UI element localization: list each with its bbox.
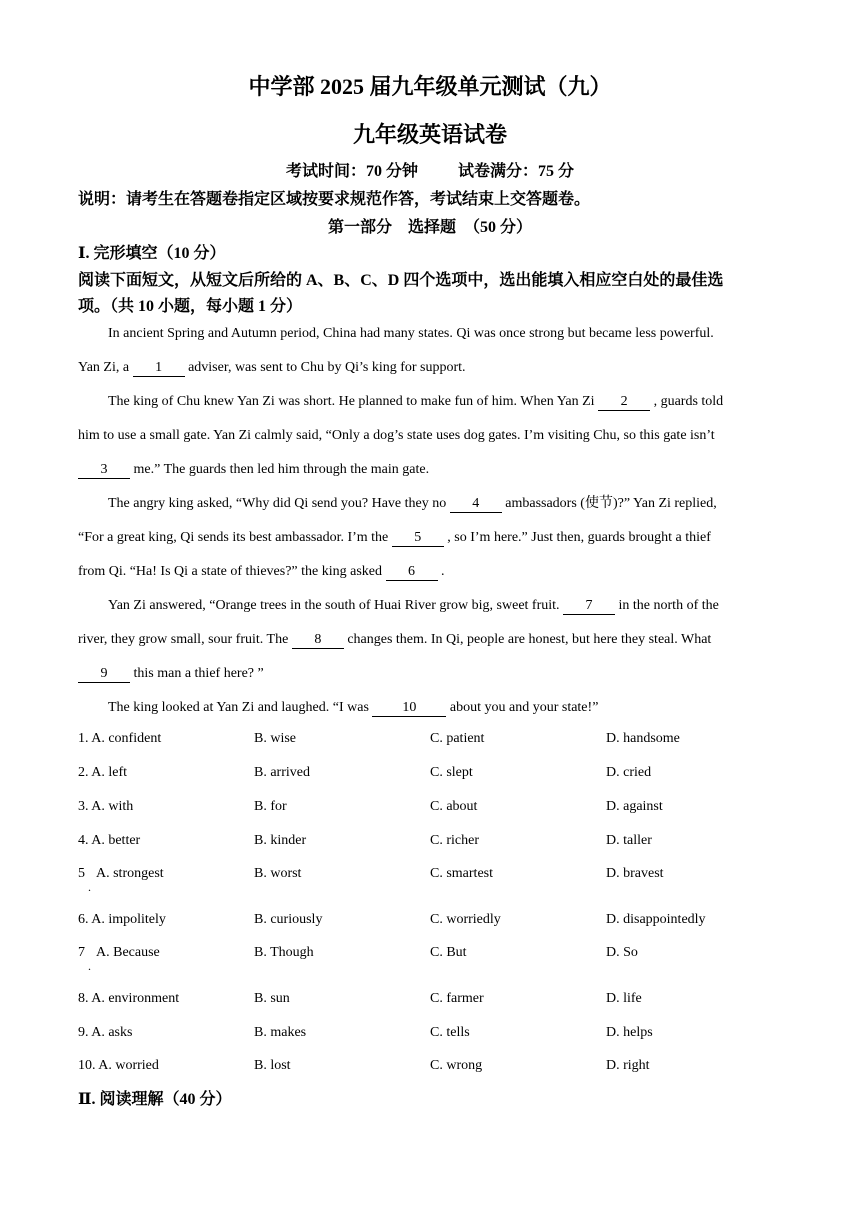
section-1-title: Ⅰ. 完形填空（10 分） [78, 245, 226, 262]
option-number: 5 [78, 866, 85, 881]
passage-line: “For a great king, Qi sends its best ambassador. I’m the 5 , so I’m here.” Just then, guards brought a thief [78, 530, 711, 545]
blank-9: 9 [78, 666, 130, 683]
section-1-instruction-1: 阅读下面短文，从短文后所给的 A、B、C、D 四个选项中，选出能填入相应空白处的最佳选 [78, 272, 724, 289]
option: D. handsome [606, 731, 680, 746]
passage-line: The king looked at Yan Zi and laughed. “I was 10 about you and your state!” [108, 700, 599, 715]
option-row [78, 945, 798, 973]
cloze-passage [78, 317, 778, 725]
option-row [78, 1025, 798, 1047]
section-2-title: Ⅱ. 阅读理解（40 分） [78, 1091, 232, 1108]
option: D. helps [606, 1025, 653, 1040]
option: B. wise [254, 731, 296, 746]
full-score: 试卷满分：75 分 [458, 163, 575, 180]
option: C. wrong [430, 1058, 483, 1073]
passage-line: him to use a small gate. Yan Zi calmly said, “Only a dog’s state uses dog gates. I’m visiting Chu, so this gate isn’t [78, 428, 715, 443]
option-row [78, 731, 798, 753]
option: C. about [430, 799, 478, 814]
option: B. makes [254, 1025, 307, 1040]
blank-7: 7 [563, 598, 615, 615]
option: 3. A. with [78, 799, 134, 814]
passage-line: Yan Zi, a 1 adviser, was sent to Chu by Qi’s king for support. [78, 360, 466, 375]
option-number: 7 [78, 945, 85, 960]
exam-title: 中学部 2025 届九年级单元测试（九） [248, 74, 612, 99]
option-dot: . [88, 880, 91, 894]
passage-line: from Qi. “Ha! Is Qi a state of thieves?” the king asked 6 . [78, 564, 445, 579]
option: D. taller [606, 833, 652, 848]
option: 9. A. asks [78, 1025, 133, 1040]
option-row [78, 799, 798, 821]
option: C. slept [430, 765, 473, 780]
option: 1. A. confident [78, 731, 162, 746]
option: C. tells [430, 1025, 470, 1040]
exam-subtitle: 九年级英语试卷 [352, 122, 507, 147]
option: 6. A. impolitely [78, 912, 166, 927]
option: D. life [606, 991, 642, 1006]
passage-line: The angry king asked, “Why did Qi send you? Have they no 4 ambassadors (使节)?” Yan Zi replied, [108, 496, 717, 511]
exam-info [0, 158, 860, 181]
blank-10: 10 [372, 700, 446, 717]
option-dot: . [88, 959, 91, 973]
option: D. disappointedly [606, 912, 706, 927]
passage-line: Yan Zi answered, “Orange trees in the south of Huai River grow big, sweet fruit. 7 in the north of the [108, 598, 719, 613]
option: C. smartest [430, 866, 493, 881]
option-row [78, 765, 798, 787]
passage-line: In ancient Spring and Autumn period, China had many states. Qi was once strong but became less powerful. [108, 326, 714, 341]
exam-time: 考试时间：70 分钟 [285, 163, 418, 180]
option: C. farmer [430, 991, 484, 1006]
blank-6: 6 [386, 564, 438, 581]
option: B. worst [254, 866, 302, 881]
option: A. strongest [96, 866, 164, 881]
option: D. against [606, 799, 663, 814]
option: B. for [254, 799, 287, 814]
option: D. right [606, 1058, 650, 1073]
blank-8: 8 [292, 632, 344, 649]
blank-2: 2 [598, 394, 650, 411]
option: 8. A. environment [78, 991, 180, 1006]
blank-4: 4 [450, 496, 502, 513]
part-one-title: 第一部分 选择题 （50 分） [327, 219, 532, 236]
exam-note: 说明：请考生在答题卷指定区域按要求规范作答，考试结束上交答题卷。 [78, 191, 591, 208]
option-row [78, 991, 798, 1013]
option: C. worriedly [430, 912, 501, 927]
option-row [78, 866, 798, 894]
option: B. curiously [254, 912, 323, 927]
option: C. But [430, 945, 467, 960]
option: B. sun [254, 991, 290, 1006]
option-row [78, 1058, 798, 1080]
section-1-instruction-2: 项。（共 10 小题，每小题 1 分） [78, 298, 303, 315]
option: C. richer [430, 833, 479, 848]
option: D. cried [606, 765, 652, 780]
passage-line: 9 this man a thief here? ” [78, 657, 778, 691]
option: B. lost [254, 1058, 291, 1073]
option: B. Though [254, 945, 314, 960]
passage-line: The king of Chu knew Yan Zi was short. He planned to make fun of him. When Yan Zi 2 , guards told [108, 394, 724, 409]
option: B. arrived [254, 765, 310, 780]
blank-5: 5 [392, 530, 444, 547]
option: D. bravest [606, 866, 664, 881]
option: B. kinder [254, 833, 307, 848]
option: 4. A. better [78, 833, 141, 848]
option: 10. A. worried [78, 1058, 159, 1073]
option: 2. A. left [78, 765, 127, 780]
blank-1: 1 [133, 360, 185, 377]
option: D. So [606, 945, 638, 960]
option: A. Because [96, 945, 160, 960]
blank-3: 3 [78, 462, 130, 479]
option: C. patient [430, 731, 485, 746]
option-row [78, 833, 798, 855]
passage-line: river, they grow small, sour fruit. The 8 changes them. In Qi, people are honest, but here they steal. What [78, 632, 712, 647]
passage-line: 3 me.” The guards then led him through the main gate. [78, 453, 778, 487]
option-row [78, 912, 798, 934]
